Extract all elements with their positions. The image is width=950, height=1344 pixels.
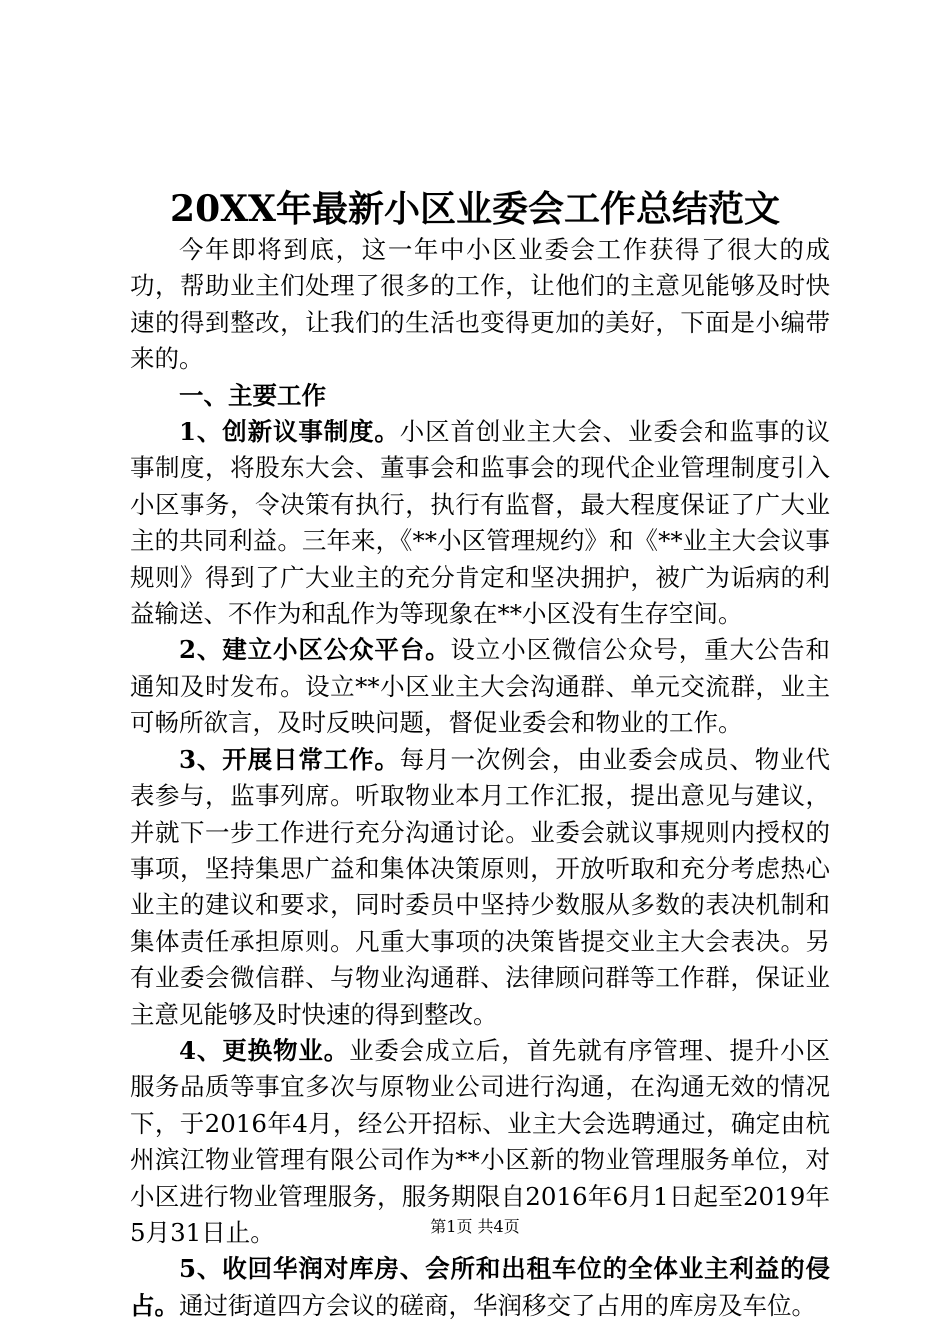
item-lead: 4、更换物业。: [179, 1035, 350, 1065]
item-text: 通过街道四方会议的磋商，华润移交了占用的库房及车位。: [179, 1290, 816, 1320]
list-item: [130, 632, 830, 741]
item-lead: 1、创新议事制度。: [179, 417, 400, 447]
item-lead: 5、收回华润对库房、会所和出租车位的全体业主利益的侵占。: [130, 1254, 830, 1320]
list-item: [130, 742, 830, 1033]
section-heading: 一、主要工作: [179, 380, 326, 410]
document-title: 20XX年最新小区业委会工作总结范文: [170, 188, 780, 230]
document-body: [130, 232, 830, 1324]
item-text: 业委会成立后，首先就有序管理、提升小区服务品质等事宜多次与原物业公司进行沟通，在沟通无效的情况下，于2016年4月，经公开招标、业主大会选聘通过，确定由杭州滨江物业管理有限公司作为**小区新的物业管理服务单位，对小区进行物业管理服务，服务期限自2016年6月1日起至2019年5月31日止。: [130, 1035, 831, 1247]
item-lead: 3、开展日常工作。: [179, 744, 400, 774]
intro-paragraph: 今年即将到底，这一年中小区业委会工作获得了很大的成功，帮助业主们处理了很多的工作，让他们的主意见能够及时快速的得到整改，让我们的生活也变得更加的美好，下面是小编带来的。: [130, 235, 830, 374]
list-item: [130, 414, 830, 632]
item-lead: 2、建立小区公众平台。: [179, 635, 451, 665]
list-item: [130, 1251, 830, 1324]
page-number: 第1页 共4页: [430, 1217, 520, 1236]
item-text: 小区首创业主大会、业委会和监事的议事制度，将股东大会、董事会和监事会的现代企业管理制度引入小区事务，令决策有执行，执行有监督，最大程度保证了广大业主的共同利益。三年来，《**小区管理规约》和《**业主大会议事规则》得到了广大业主的充分肯定和坚决拥护，被广为诟病的利益输送、不作为和乱作为等现象在**小区没有生存空间。: [130, 417, 831, 629]
item-text: 每月一次例会，由业委会成员、物业代表参与，监事列席。听取物业本月工作汇报，提出意见与建议，并就下一步工作进行充分沟通讨论。业委会就议事规则内授权的事项，坚持集思广益和集体决策原则，开放听取和充分考虑热心业主的建议和要求，同时委员中坚持少数服从多数的表决机制和集体责任承担原则。凡重大事项的决策皆提交业主大会表决。另有业委会微信群、与物业沟通群、法律顾问群等工作群，保证业主意见能够及时快速的得到整改。: [130, 744, 831, 1029]
item-text: 设立小区微信公众号，重大公告和通知及时发布。设立**小区业主大会沟通群、单元交流群，业主可畅所欲言，及时反映问题，督促业委会和物业的工作。: [130, 635, 831, 738]
